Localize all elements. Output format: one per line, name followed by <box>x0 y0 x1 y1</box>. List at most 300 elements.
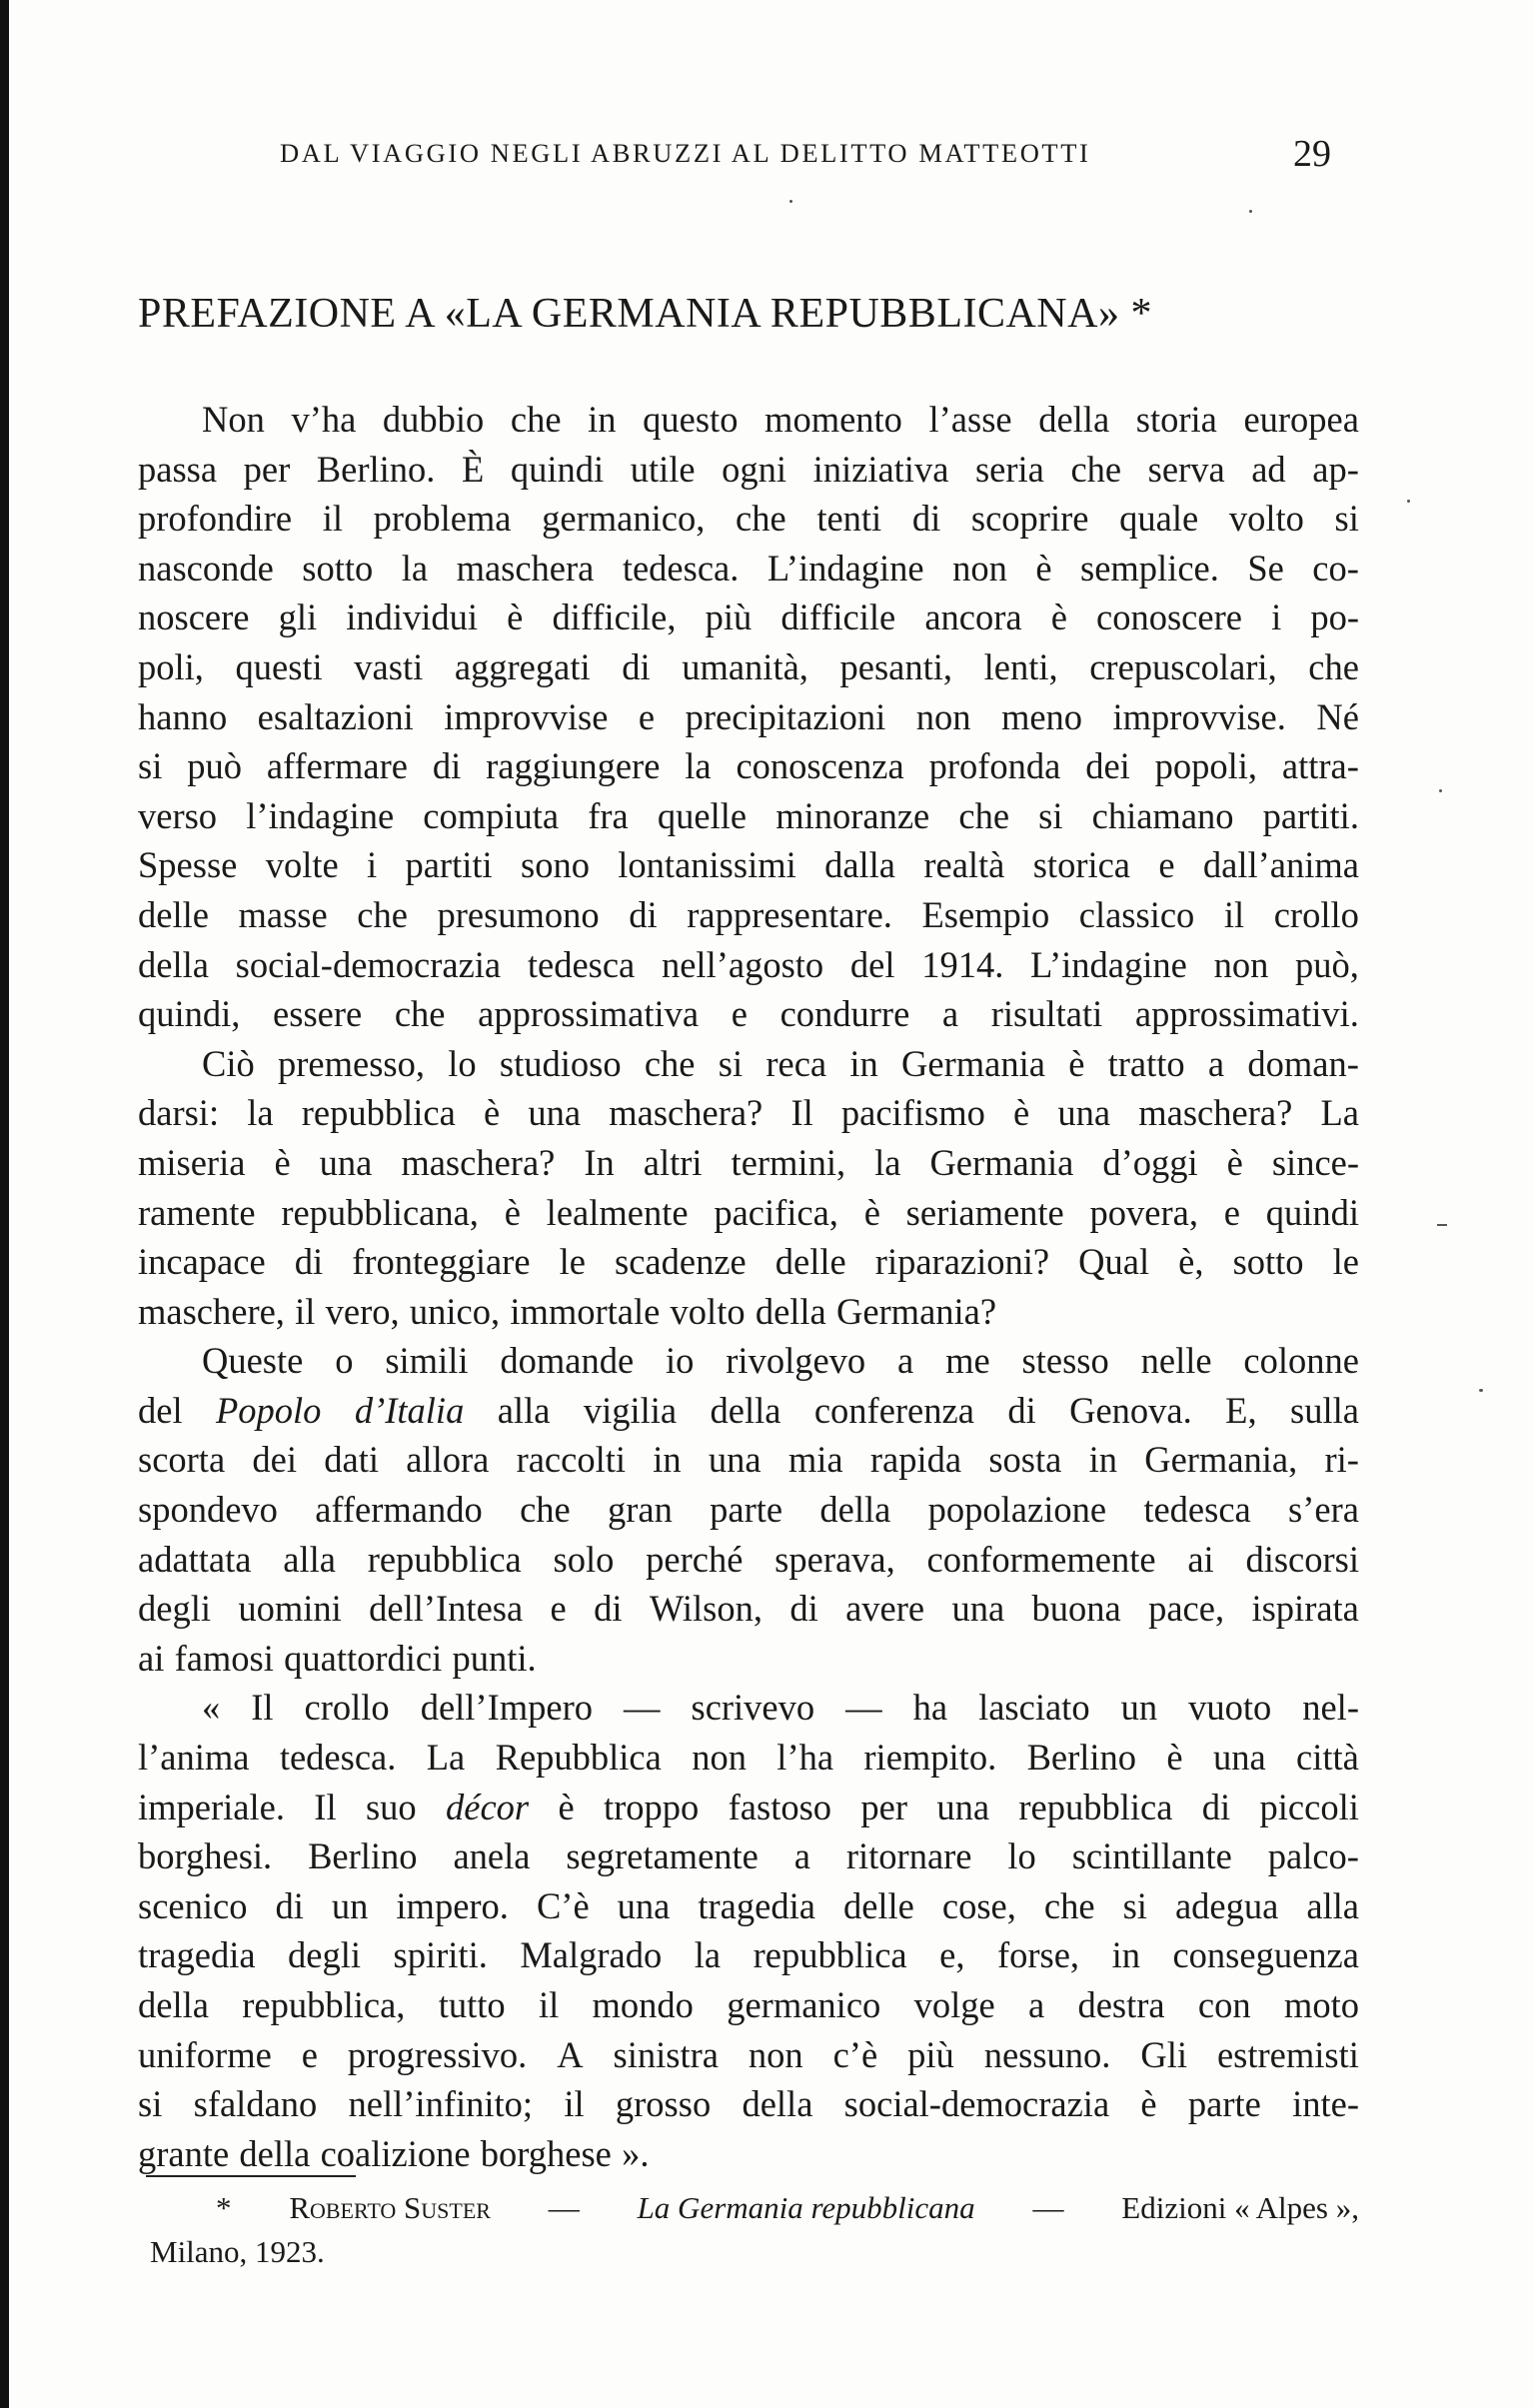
body-word: sulla <box>1290 1389 1359 1431</box>
body-word: lasciato <box>978 1687 1090 1729</box>
body-word: scintillante <box>1071 1835 1232 1877</box>
body-word: sotto <box>1232 1241 1304 1283</box>
body-word: iniziativa <box>812 448 949 490</box>
body-word: e <box>1223 1191 1240 1233</box>
chapter-title: PREFAZIONE A «LA GERMANIA REPUBBLICANA» * <box>138 291 1152 337</box>
body-word: Germania, <box>1144 1439 1298 1481</box>
body-word: Ciò <box>202 1042 255 1084</box>
footnote-marker: * <box>216 2190 232 2225</box>
body-word: colonne <box>1243 1340 1359 1382</box>
body-word: domande <box>500 1340 635 1382</box>
body-line <box>138 1039 1359 1089</box>
body-word: l’anima <box>138 1737 250 1779</box>
body-word: Berlino <box>1026 1737 1137 1779</box>
body-word: s’era <box>1288 1489 1359 1531</box>
body-word: dei <box>1085 745 1130 787</box>
body-word: La <box>1320 1092 1359 1134</box>
print-speck <box>1407 500 1410 503</box>
body-word: affermare <box>266 745 408 787</box>
body-line <box>138 1881 1359 1931</box>
body-word: è <box>1068 1042 1085 1084</box>
body-word: a <box>1027 1984 1045 2025</box>
body-word: scoprire <box>970 498 1089 540</box>
body-word: individui <box>346 597 479 638</box>
body-word: Germania? <box>835 1290 997 1332</box>
body-word: questi <box>235 645 323 687</box>
body-word: approssimativi. <box>1134 993 1359 1035</box>
body-word: si <box>138 745 163 787</box>
body-word: di <box>622 645 651 687</box>
body-word: che <box>394 993 446 1035</box>
footnote-work-title: La Germania repubblicana <box>637 2190 975 2225</box>
body-line <box>138 1138 1359 1188</box>
body-word: L’indagine <box>1030 943 1187 985</box>
body-word: passa <box>138 448 218 490</box>
body-word: avere <box>845 1588 925 1630</box>
body-word: — <box>845 1687 882 1729</box>
body-word: la <box>685 745 712 787</box>
body-word: aggregati <box>454 645 591 687</box>
footnote-rule <box>146 2175 356 2177</box>
body-word: volte <box>265 844 339 886</box>
body-word: rappresentare. <box>687 893 892 935</box>
body-word: del <box>138 1389 183 1431</box>
body-word: dalla <box>824 844 896 886</box>
body-word: scorta <box>138 1439 226 1481</box>
body-word: si <box>1122 1884 1147 1926</box>
body-word: sosta <box>988 1439 1062 1481</box>
body-word: seriamente <box>905 1191 1064 1233</box>
body-word: vero, <box>325 1290 400 1332</box>
body-word: Il <box>314 1786 337 1827</box>
body-line <box>138 494 1359 544</box>
body-word: degli <box>288 1934 362 1976</box>
body-word: una <box>936 1786 990 1827</box>
body-word: mia <box>787 1439 843 1481</box>
body-word: pacifica, <box>714 1191 838 1233</box>
body-word: del <box>849 943 895 985</box>
body-word: è <box>1140 2083 1157 2125</box>
body-word: realtà <box>923 844 1005 886</box>
body-word: nell’agosto <box>661 943 824 985</box>
body-word: quale <box>1119 498 1199 540</box>
body-word: since- <box>1271 1141 1359 1183</box>
body-text <box>138 395 1359 2178</box>
body-word: la <box>401 547 429 589</box>
body-word: tedesca. <box>622 547 740 589</box>
body-word: una <box>617 1884 671 1926</box>
body-word: è <box>1226 1141 1243 1183</box>
body-word: storica <box>1032 844 1131 886</box>
body-word: termini, <box>731 1141 846 1183</box>
body-word: è <box>484 1092 501 1134</box>
body-word: tratto <box>1107 1042 1185 1084</box>
body-word: immortale <box>510 1290 661 1332</box>
body-word: Repubblica <box>495 1737 662 1779</box>
footnote-publisher: Edizioni « Alpes », <box>1121 2190 1359 2225</box>
body-word: premesso, <box>278 1042 425 1084</box>
body-word: alla <box>283 1538 336 1580</box>
body-word: precipitazioni <box>685 695 886 737</box>
body-word: risultati <box>990 993 1103 1035</box>
body-word: di <box>629 893 658 935</box>
body-word: è <box>863 1191 880 1233</box>
body-word: Genova. <box>1069 1389 1192 1431</box>
body-word: una <box>319 1141 373 1183</box>
body-word: tutto <box>438 1984 506 2025</box>
body-word: riempito. <box>863 1737 997 1779</box>
body-word: lo <box>1007 1835 1036 1877</box>
body-word: ». <box>622 2132 650 2174</box>
body-line <box>138 1336 1359 1386</box>
body-word: in <box>849 1042 878 1084</box>
body-word: dall’anima <box>1202 844 1359 886</box>
body-line <box>138 989 1359 1039</box>
body-word: d’Italia <box>354 1389 465 1431</box>
body-word: partiti <box>405 844 493 886</box>
body-word: più <box>705 597 753 638</box>
body-word: lontanissimi <box>618 844 796 886</box>
body-word: dei <box>252 1439 297 1481</box>
body-word: una <box>951 1588 1005 1630</box>
body-word: repubblica <box>367 1538 522 1580</box>
body-line <box>138 890 1359 940</box>
body-word: umanità, <box>682 645 808 687</box>
body-word: germanico <box>727 1984 881 2025</box>
body-line <box>138 1287 1359 1337</box>
body-word: Se <box>1247 547 1284 589</box>
body-word: crollo <box>1273 893 1359 935</box>
body-word: minoranze <box>775 794 930 836</box>
body-word: Germania <box>901 1042 1045 1084</box>
body-word: discorsi <box>1245 1538 1359 1580</box>
body-word: che <box>357 893 408 935</box>
body-word: maschera? <box>401 1141 556 1183</box>
body-word: più <box>907 2033 954 2075</box>
body-word: spondevo <box>138 1489 278 1531</box>
body-line <box>138 1435 1359 1485</box>
body-line <box>138 1930 1359 1980</box>
body-word: ap- <box>1312 448 1359 490</box>
body-word: nessuno. <box>983 2033 1111 2075</box>
body-word: tenti <box>816 498 882 540</box>
body-word: social-democrazia <box>235 943 502 985</box>
body-word: lo <box>448 1042 477 1084</box>
body-word: Germania <box>929 1141 1074 1183</box>
print-speck <box>789 200 792 203</box>
body-word: che <box>520 1489 571 1531</box>
body-word: masse <box>238 893 328 935</box>
body-word: e, <box>939 1934 965 1976</box>
body-word: Queste <box>202 1340 304 1382</box>
body-word: non <box>748 2033 803 2075</box>
body-word: ha <box>912 1687 948 1729</box>
body-word: a <box>897 1340 914 1382</box>
body-word: hanno <box>138 695 228 737</box>
page-edge-shadow <box>0 0 9 2408</box>
body-word: gran <box>608 1489 673 1531</box>
body-word: io <box>666 1340 695 1382</box>
body-word: per <box>243 448 291 490</box>
body-word: difficile <box>780 597 896 638</box>
body-word: della <box>239 2132 311 2174</box>
body-word: essere <box>273 993 363 1035</box>
body-word: chiamano <box>1091 794 1234 836</box>
body-word: profonda <box>928 745 1061 787</box>
body-word: è <box>1166 1737 1183 1779</box>
body-word: che <box>958 794 1010 836</box>
body-line <box>138 593 1359 642</box>
body-word: popoli, <box>1154 745 1258 787</box>
body-word: Berlino. <box>316 448 436 490</box>
body-word: in <box>588 399 617 440</box>
body-word: è <box>504 1191 521 1233</box>
body-word: profondire <box>138 498 293 540</box>
body-word: tragedia <box>698 1884 815 1926</box>
body-word: un <box>1120 1687 1158 1729</box>
body-line <box>138 692 1359 742</box>
body-word: ai <box>1187 1538 1214 1580</box>
body-word: quindi <box>510 448 605 490</box>
body-word: sperava, <box>774 1538 895 1580</box>
body-word: La <box>426 1737 466 1779</box>
body-word: d’oggi <box>1102 1141 1198 1183</box>
body-word: quattordici <box>284 1637 443 1679</box>
body-line <box>138 1980 1359 2030</box>
body-line <box>138 1188 1359 1238</box>
footnote-dash-2: — <box>1032 2190 1064 2225</box>
body-word: è <box>558 1786 575 1827</box>
body-word: delle <box>138 893 209 935</box>
body-line <box>138 1386 1359 1436</box>
body-word: rapida <box>869 1439 962 1481</box>
body-word: destra <box>1077 1984 1165 2025</box>
body-word: vigilia <box>583 1389 678 1431</box>
body-word: attra- <box>1281 745 1359 787</box>
body-word: è <box>274 1141 291 1183</box>
body-word: e <box>1158 844 1175 886</box>
body-word: questo <box>643 399 739 440</box>
body-word: non <box>1213 943 1269 985</box>
body-word: L’indagine <box>766 547 924 589</box>
body-word: maschera? <box>1138 1092 1293 1134</box>
body-line <box>138 741 1359 791</box>
body-word: ai <box>138 1637 165 1679</box>
footnote-author: Roberto Suster <box>289 2190 491 2225</box>
body-word: doman- <box>1247 1042 1359 1084</box>
body-word: fronteggiare <box>352 1241 531 1283</box>
body-word: fra <box>588 794 629 836</box>
body-word: condurre <box>779 993 910 1035</box>
body-word: improvvise. <box>1112 695 1286 737</box>
body-word: repubblica, <box>242 1984 406 2025</box>
body-word: tedesca. <box>279 1737 397 1779</box>
print-speck <box>1479 1389 1483 1392</box>
body-line <box>138 1831 1359 1881</box>
body-word: forse, <box>996 1934 1080 1976</box>
body-word: po- <box>1310 597 1359 638</box>
body-word: partiti. <box>1262 794 1359 836</box>
body-word: adegua <box>1174 1884 1279 1926</box>
footnote-dash-1: — <box>548 2190 580 2225</box>
body-word: si <box>1334 498 1359 540</box>
body-word: parte <box>1187 2083 1261 2125</box>
body-word: nell’infinito; <box>348 2083 534 2125</box>
body-word: a <box>941 993 959 1035</box>
body-word: buona <box>1031 1588 1121 1630</box>
body-word: di <box>432 745 462 787</box>
body-word: seria <box>974 448 1044 490</box>
body-word: sfaldano <box>193 2083 318 2125</box>
body-word: Esempio <box>921 893 1050 935</box>
body-word: imperiale. <box>138 1786 285 1827</box>
body-word: parte <box>710 1489 783 1531</box>
body-word: l’ha <box>776 1737 834 1779</box>
body-word: germanico, <box>542 498 706 540</box>
body-word: È <box>461 448 485 490</box>
body-word: v’ha <box>291 399 357 440</box>
body-word: sinistra <box>613 2033 719 2075</box>
body-word: troppo <box>604 1786 700 1827</box>
body-word: che <box>1308 645 1359 687</box>
body-word: con <box>1197 1984 1251 2025</box>
body-word: la <box>247 1092 274 1134</box>
body-line <box>138 642 1359 692</box>
body-word: lenti, <box>983 645 1058 687</box>
body-word: una <box>1212 1737 1266 1779</box>
body-line <box>138 1783 1359 1832</box>
body-word: dubbio <box>382 399 485 440</box>
body-word: sotto <box>302 547 374 589</box>
body-word: Wilson, <box>649 1588 763 1630</box>
body-word: conseguenza <box>1172 1934 1359 1976</box>
body-word: nelle <box>1140 1340 1212 1382</box>
body-word: che <box>644 1042 696 1084</box>
body-word: compiuta <box>423 794 560 836</box>
body-word: borghesi. <box>138 1835 273 1877</box>
body-word: le <box>1332 1241 1359 1283</box>
body-word: repubblica <box>301 1092 456 1134</box>
body-word: maschera <box>456 547 595 589</box>
body-word: riparazioni? <box>874 1241 1050 1283</box>
body-word: altri <box>643 1141 703 1183</box>
body-word: povera, <box>1089 1191 1198 1233</box>
body-word: che <box>736 498 786 540</box>
body-word: a <box>1207 1042 1225 1084</box>
body-word: quindi, <box>138 993 241 1035</box>
body-word: dell’Impero <box>420 1687 593 1729</box>
body-word: esaltazioni <box>257 695 414 737</box>
body-word: pesanti, <box>839 645 953 687</box>
body-word: presumono <box>437 893 600 935</box>
body-word: fastoso <box>728 1786 832 1827</box>
body-word: a <box>793 1835 810 1877</box>
footnote-line-2: Milano, 1923. <box>150 2234 325 2269</box>
body-word: è <box>507 597 524 638</box>
body-line <box>138 2030 1359 2080</box>
body-word: rivolgevo <box>726 1340 866 1382</box>
body-line <box>138 2129 1359 2179</box>
body-word: può <box>187 745 242 787</box>
body-word: di <box>911 498 941 540</box>
body-word: 1914. <box>921 943 1004 985</box>
body-word: « <box>202 1687 221 1729</box>
body-word: il <box>1223 893 1245 935</box>
print-speck <box>1439 789 1442 792</box>
body-word: adattata <box>138 1538 252 1580</box>
body-word: di <box>1201 1786 1231 1827</box>
body-word: può, <box>1295 943 1359 985</box>
body-word: un <box>331 1884 369 1926</box>
body-word: degli <box>138 1588 211 1630</box>
body-line <box>138 940 1359 990</box>
running-head: DAL VIAGGIO NEGLI ABRUZZI AL DELITTO MATTEOTTI <box>280 138 1091 168</box>
body-word: non <box>692 1737 747 1779</box>
body-word: della <box>755 1290 826 1332</box>
body-word: repubblica <box>1018 1786 1173 1827</box>
body-word: della <box>138 1984 209 2025</box>
body-word: piccoli <box>1259 1786 1359 1827</box>
body-word: stesso <box>1021 1340 1109 1382</box>
body-word: spiriti. <box>393 1934 488 1976</box>
body-word: di <box>594 1588 623 1630</box>
body-word: il <box>538 1984 560 2025</box>
body-word: sono <box>520 844 590 886</box>
body-word: solo <box>553 1538 615 1580</box>
body-word: E, <box>1225 1389 1257 1431</box>
body-word: c’è <box>832 2033 878 2075</box>
body-word: poli, <box>138 645 204 687</box>
body-word: raccolti <box>516 1439 627 1481</box>
body-word: perché <box>646 1538 744 1580</box>
body-word: pace, <box>1148 1588 1225 1630</box>
body-word: estremisti <box>1216 2033 1359 2075</box>
body-word: verso <box>138 794 218 836</box>
body-word: lealmente <box>546 1191 689 1233</box>
body-word: ramente <box>138 1191 256 1233</box>
body-word: città <box>1296 1737 1359 1779</box>
body-word: è <box>1013 1092 1030 1134</box>
body-word: che <box>1070 448 1122 490</box>
body-word: la <box>694 1934 722 1976</box>
body-word: impero. <box>396 1884 509 1926</box>
body-word: che <box>510 399 562 440</box>
body-word: progressivo. <box>347 2033 528 2075</box>
body-word: semplice. <box>1080 547 1219 589</box>
body-word: Popolo <box>216 1389 322 1431</box>
body-word: me <box>945 1340 990 1382</box>
body-word: della <box>819 1489 891 1531</box>
body-word: della <box>710 1389 781 1431</box>
body-word: repubblica <box>753 1934 907 1976</box>
body-word: allora <box>406 1439 490 1481</box>
body-line <box>138 2079 1359 2129</box>
body-word: utile <box>630 448 696 490</box>
body-word: maschera? <box>609 1092 764 1134</box>
body-word: maschere, <box>138 1290 285 1332</box>
body-word: una <box>708 1439 762 1481</box>
body-word: ogni <box>722 448 787 490</box>
body-word: delle <box>774 1241 846 1283</box>
body-word: le <box>559 1241 586 1283</box>
body-word: volge <box>913 1984 995 2025</box>
body-word: segretamente <box>566 1835 759 1877</box>
body-word: ritornare <box>845 1835 972 1877</box>
body-word: incapace <box>138 1241 266 1283</box>
body-word: raggiungere <box>486 745 661 787</box>
body-word: affermando <box>315 1489 483 1531</box>
body-word: punti. <box>452 1637 537 1679</box>
